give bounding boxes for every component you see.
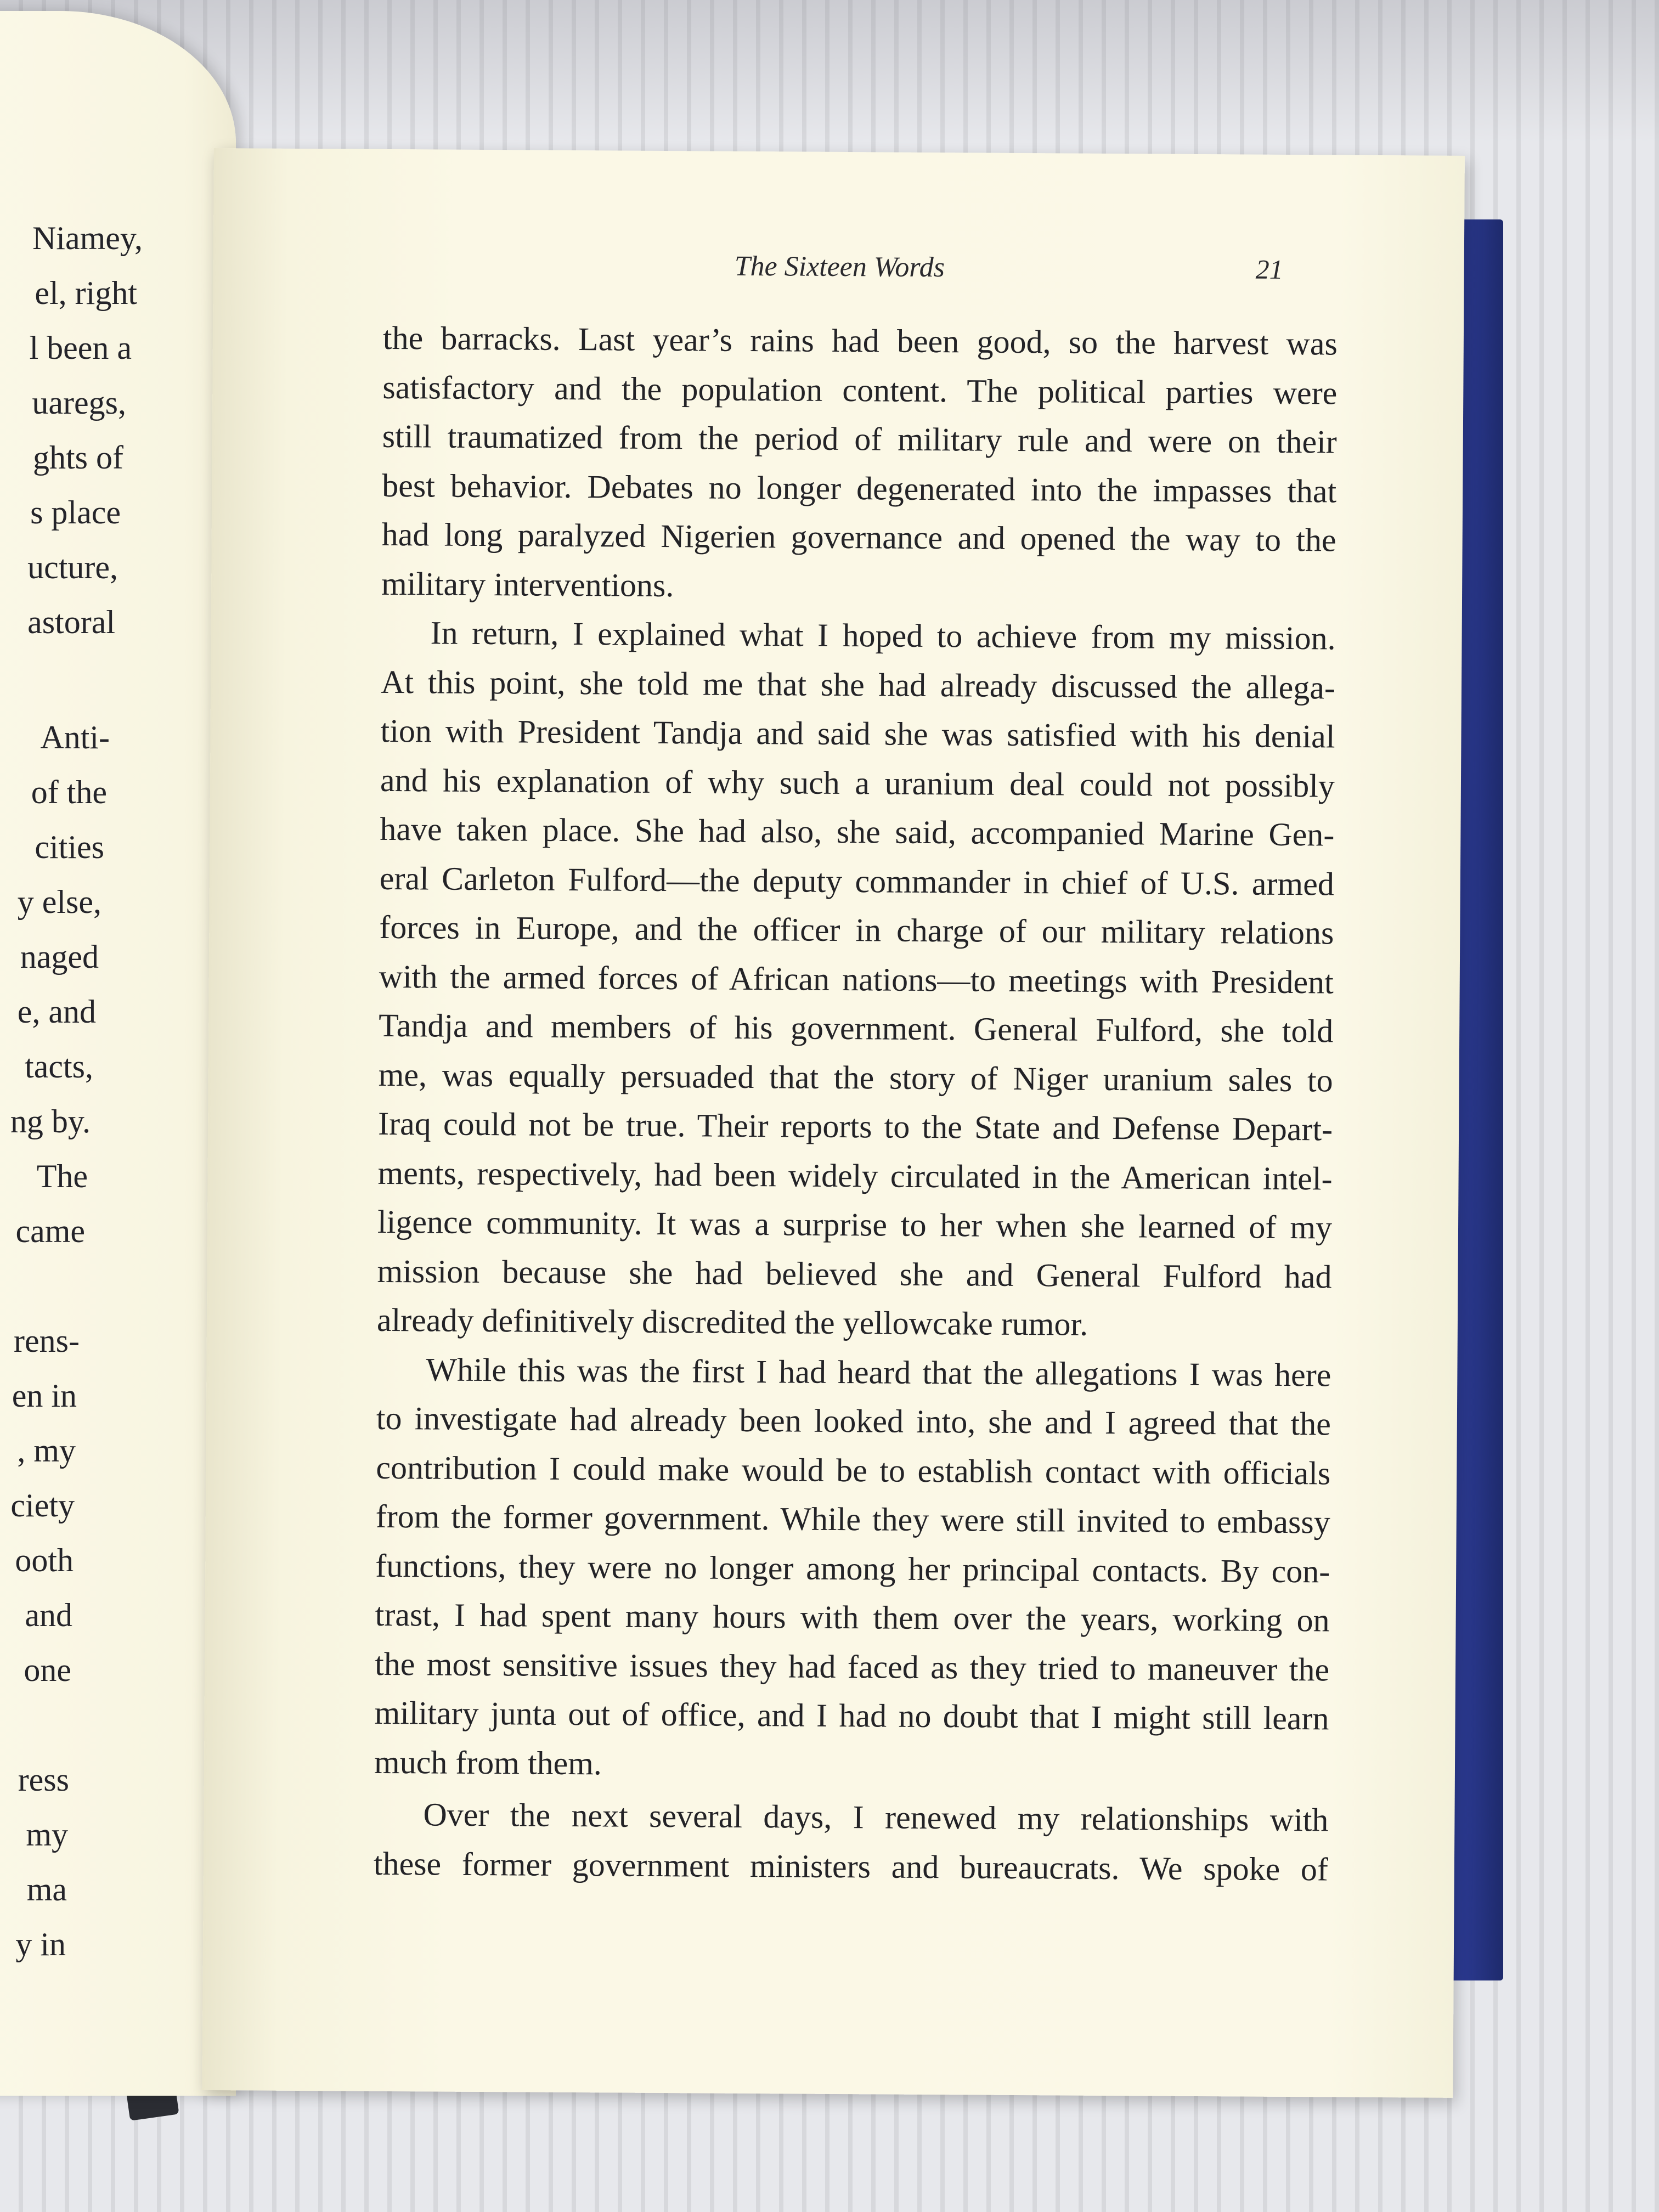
left-page-line: ooth xyxy=(15,1542,74,1578)
text-line: tion with President Tandja and said she was satisfied with his denial xyxy=(380,712,1335,755)
text-line: functions, they were no longer among her principal contacts. By con- xyxy=(375,1547,1330,1589)
text-line: Iraq could not be true. Their reports to the State and Defense Depart- xyxy=(377,1105,1333,1148)
text-line: Tandja and members of his government. General Fulford, she told xyxy=(379,1007,1334,1049)
text-line: In return, I explained what I hoped to achieve from my mission. xyxy=(430,614,1336,657)
left-page-line: came xyxy=(15,1213,85,1249)
left-page-line: ng by. xyxy=(10,1103,91,1139)
text-line: the most sensitive issues they had faced as they tried to maneuver the xyxy=(374,1645,1330,1688)
text-line: contribution I could make would be to establish contact with officials xyxy=(376,1449,1331,1491)
text-line: have taken place. She had also, she said, accompanied Marine Gen- xyxy=(380,810,1335,853)
text-line: While this was the first I had heard that the allegations I was here xyxy=(426,1351,1331,1393)
left-page-line: one xyxy=(24,1652,71,1688)
left-page-line: The xyxy=(36,1158,88,1194)
left-page-line: and xyxy=(25,1597,72,1633)
text-line: to investigate had already been looked into, she and I agreed that the xyxy=(376,1400,1331,1442)
left-page-line: of the xyxy=(31,774,107,810)
left-page xyxy=(0,11,236,2096)
left-page-line: astoral xyxy=(27,604,115,640)
left-page-line: tacts, xyxy=(25,1048,93,1085)
text-line: satisfactory and the population content. The political parties were xyxy=(382,369,1338,411)
left-page-line: rens- xyxy=(14,1323,80,1359)
left-page-line: y else, xyxy=(17,884,101,920)
left-page-line: naged xyxy=(20,939,99,975)
left-page-line: l been a xyxy=(29,330,132,366)
left-page-text xyxy=(0,11,236,2096)
text-line: these former government ministers and bureaucrats. We spoke of xyxy=(373,1845,1329,1887)
text-line: with the armed forces of African nations—to meetings with President xyxy=(379,958,1334,1000)
text-line: military interventions. xyxy=(381,565,674,603)
left-page-line: ucture, xyxy=(27,549,118,585)
left-page-line: s place xyxy=(30,494,121,531)
text-line: the barracks. Last year’s rains had been good, so the harvest was xyxy=(382,319,1338,362)
left-page-line: my xyxy=(26,1816,68,1853)
left-page-line: e, and xyxy=(17,994,96,1030)
left-page-line: cities xyxy=(35,829,104,865)
text-line: me, was equally persuaded that the story of Niger uranium sales to xyxy=(378,1056,1333,1098)
text-line: Over the next several days, I renewed my relationships with xyxy=(423,1796,1329,1838)
left-page-line: el, right xyxy=(35,275,137,311)
left-page-line: ghts of xyxy=(33,439,123,476)
text-line: forces in Europe, and the officer in charge of our military relations xyxy=(379,909,1334,951)
left-page-line: uaregs, xyxy=(32,385,126,421)
text-line: still traumatized from the period of military rule and were on their xyxy=(382,417,1337,460)
text-line: At this point, she told me that she had already discussed the allega- xyxy=(380,663,1336,706)
running-title: The Sixteen Words xyxy=(734,250,945,284)
text-line: already definitively discredited the yellowcake rumor. xyxy=(376,1301,1088,1342)
text-line: trast, I had spent many hours with them over the years, working on xyxy=(375,1596,1330,1639)
left-page-line: ciety xyxy=(10,1487,75,1523)
left-page-line: , my xyxy=(17,1432,76,1469)
text-line: best behavior. Debates no longer degenerated into the impasses that xyxy=(382,467,1337,510)
text-line: from the former government. While they were still invited to embassy xyxy=(375,1498,1330,1541)
page-header xyxy=(213,247,1464,293)
background-shadow xyxy=(0,0,1659,143)
left-page-line: Niamey, xyxy=(32,220,143,256)
text-line: ments, respectively, had been widely circulated in the American intel- xyxy=(377,1154,1333,1197)
page-number: 21 xyxy=(1255,253,1283,285)
left-page-line: ma xyxy=(26,1871,67,1908)
text-line: eral Carleton Fulford—the deputy commander in chief of U.S. armed xyxy=(379,860,1335,902)
body-text xyxy=(374,314,1338,1894)
text-line: mission because she had believed she and General Fulford had xyxy=(377,1252,1332,1295)
text-line: had long paralyzed Nigerien governance and opened the way to the xyxy=(381,516,1336,558)
left-page-line: y in xyxy=(15,1926,66,1962)
left-page-line: Anti- xyxy=(40,719,110,755)
left-page-line: ress xyxy=(18,1762,69,1798)
text-line: ligence community. It was a surprise to her when she learned of my xyxy=(377,1203,1333,1246)
text-line: military junta out of office, and I had no doubt that I might still learn xyxy=(374,1694,1329,1737)
text-line: much from them. xyxy=(374,1743,602,1781)
left-page-line: en in xyxy=(12,1378,77,1414)
text-line: and his explanation of why such a uranium deal could not possibly xyxy=(380,761,1335,804)
right-page xyxy=(202,148,1465,2098)
